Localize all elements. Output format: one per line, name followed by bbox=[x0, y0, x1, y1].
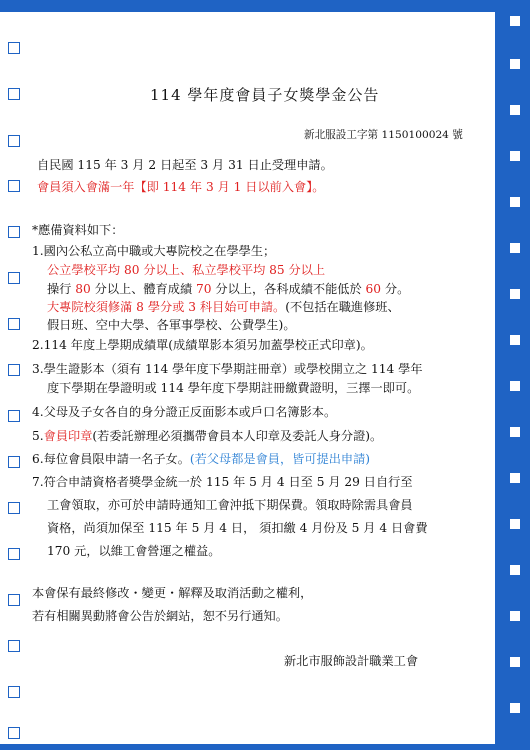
item-5-number: 5. bbox=[32, 429, 44, 443]
item-4-id-copies: 4.父母及子女各自的身分證正反面影本或戶口名簿影本。 bbox=[32, 405, 337, 419]
pe-score: 70 bbox=[196, 282, 212, 296]
conduct-score: 80 bbox=[75, 282, 91, 296]
item-1-line-1: 1.國內公私立高中職或大專院校之在學學生； bbox=[32, 244, 276, 258]
item-7-line-1: 7.符合申請資格者獎學金統一於 115 年 5 月 4 日至 5 月 29 日自行至 bbox=[32, 475, 413, 489]
conduct-end: 分。 bbox=[381, 282, 410, 296]
item-7-line-4: 170 元，以維工會營運之權益。 bbox=[47, 544, 221, 558]
item-6-note: (若父母都是會員，皆可提出申請) bbox=[189, 452, 371, 466]
subject-label: 分以上，各科成績不能低於 bbox=[211, 282, 366, 296]
item-7-line-3: 資格，尚須加保至 115 年 5 月 4 日， 須扣繳 4 月份及 5 月 4 日會費 bbox=[47, 521, 428, 535]
member-seal-label: 會員印章 bbox=[43, 429, 93, 443]
item-6-one-child bbox=[32, 451, 370, 467]
closing-website-statement: 若有相關異動將會公告於網站，恕不另行通知。 bbox=[32, 609, 288, 623]
item-2-transcript: 2.114 年度上學期成績單(成績單影本須另加蓋學校正式印章)。 bbox=[32, 338, 373, 352]
union-signature: 新北市服飾設計職業工會 bbox=[284, 654, 419, 668]
item-5-note: (若委託辦理必須攜帶會員本人印章及委託人身分證)。 bbox=[92, 429, 383, 443]
item-1-conduct-requirement bbox=[47, 281, 409, 297]
closing-rights-statement: 本會保有最終修改・變更・解釋及取消活動之權利， bbox=[32, 586, 313, 600]
application-period: 自民國 115 年 3 月 2 日起至 3 月 31 日止受理申請。 bbox=[37, 158, 333, 172]
required-documents-heading: *應備資料如下： bbox=[32, 223, 124, 237]
college-credit-requirement: 大專院校須修滿 8 學分或 3 科目始可申請。 bbox=[47, 300, 286, 314]
item-3-student-id-line-1: 3.學生證影本（須有 114 學年度下學期註冊章）或學校開立之 114 學年 bbox=[32, 362, 423, 376]
membership-requirement: 會員須入會滿一年【即 114 年 3 月 1 日以前入會】。 bbox=[37, 180, 325, 194]
item-3-student-id-line-2: 度下學期在學證明或 114 學年度下學期註冊繳費證明，三擇一即可。 bbox=[47, 381, 420, 395]
item-6-text: 6.每位會員限申請一名子女。 bbox=[32, 452, 190, 466]
subject-min-score: 60 bbox=[365, 282, 382, 296]
item-5-member-seal bbox=[32, 428, 382, 444]
pe-label: 分以上、體育成績 bbox=[90, 282, 197, 296]
item-1-college-requirement bbox=[47, 299, 400, 315]
item-1-score-requirement: 公立學校平均 80 分以上、私立學校平均 85 分以上 bbox=[47, 263, 326, 277]
conduct-label: 操行 bbox=[47, 282, 76, 296]
college-exclusion-note: (不包括在職進修班、 bbox=[285, 300, 400, 314]
item-7-line-2: 工會領取，亦可於申請時通知工會沖抵下期保費。領取時除需具會員 bbox=[47, 498, 413, 512]
document-number: 新北服設工字第 1150100024 號 bbox=[304, 129, 463, 141]
notice-title: 114 學年度會員子女獎學金公告 bbox=[150, 86, 380, 104]
item-1-exclusion-continued: 假日班、空中大學、各軍事學校、公費學生)。 bbox=[47, 318, 296, 332]
